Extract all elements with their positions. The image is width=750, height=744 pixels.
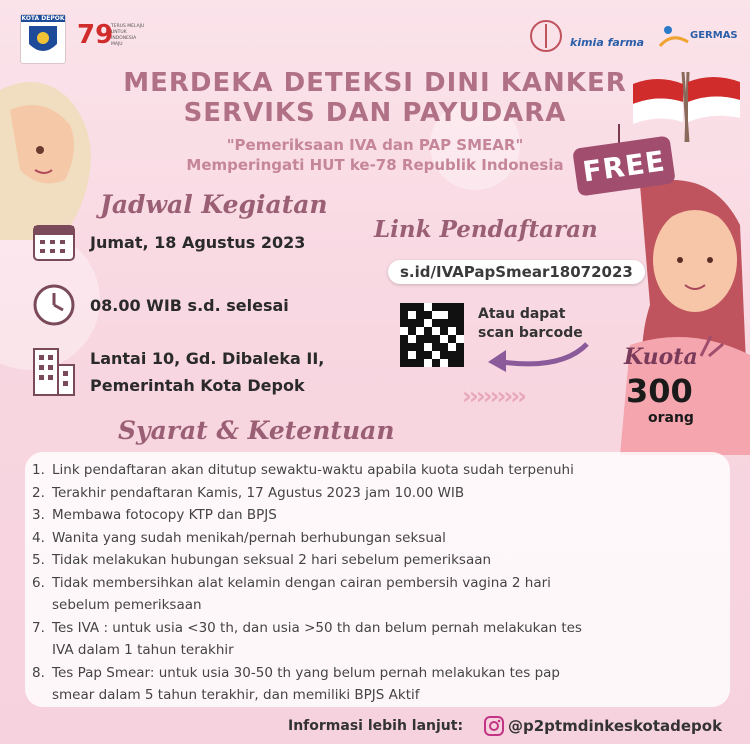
schedule-place-row [30, 345, 324, 399]
term-number: 4. [32, 529, 45, 546]
calendar-icon [30, 220, 78, 264]
scan-instruction-line-2: scan barcode [478, 325, 583, 341]
shield-icon [21, 22, 65, 62]
list-item-continued [32, 684, 722, 707]
quota-unit: orang [648, 410, 694, 426]
kota-depok-logo [20, 14, 66, 64]
term-text: Tidak melakukan hubungan seksual 2 hari sebelum pemeriksaan [52, 552, 492, 568]
hut-ri-78-logo [75, 14, 145, 64]
main-title-line-1: MERDEKA DETEKSI DINI KANKER [123, 68, 627, 98]
kota-depok-logo-label: KOTA DEPOK [21, 15, 65, 22]
terms-list [32, 459, 722, 707]
kimia-farma-logo: kimia farma [570, 36, 645, 49]
event-subtitle: "Pemeriksaan IVA dan PAP SMEAR" [226, 136, 524, 154]
instagram-handle[interactable]: @p2ptmdinkeskotadepok [508, 717, 723, 735]
list-item [32, 617, 722, 640]
registration-link[interactable]: s.id/IVAPapSmear18072023 [388, 260, 645, 284]
registration-qr-code[interactable] [400, 303, 464, 367]
event-occasion: Memperingati HUT ke-78 Republik Indonesia [186, 156, 564, 174]
curved-arrow-icon [482, 340, 592, 374]
term-text: Membawa fotocopy KTP dan BPJS [52, 507, 277, 523]
term-text-continued: IVA dalam 1 tahun terakhir [52, 642, 234, 658]
term-number: 8. [32, 664, 45, 681]
term-number: 1. [32, 462, 45, 478]
quota-label: Kuota [624, 344, 698, 370]
decorative-arrows: ››››››››› [462, 382, 525, 410]
schedule-place-line-2: Pemerintah Kota Depok [90, 376, 305, 395]
terms-heading: Syarat & Ketentuan [118, 416, 395, 445]
term-text: Link pendaftaran akan ditutup sewaktu-waktu apabila kuota sudah terpenuhi [52, 462, 574, 478]
list-item-continued [32, 639, 722, 662]
term-number: 7. [32, 619, 45, 636]
term-number: 2. [32, 484, 45, 501]
footer-label: Informasi lebih lanjut: [288, 718, 464, 734]
term-text: Tidak membersihkan alat kelamin dengan cairan pembersih vagina 2 hari [52, 574, 551, 591]
main-title-line-2: SERVIKS DAN PAYUDARA [183, 98, 567, 128]
term-number: 3. [32, 507, 45, 523]
list-item [32, 527, 722, 550]
scan-instruction-line-1: Atau dapat [478, 306, 566, 322]
list-item [32, 482, 722, 505]
term-text: Tes Pap Smear: untuk usia 30-50 th yang belum pernah melakukan tes pap [52, 664, 560, 681]
scan-instruction [478, 305, 583, 343]
germas-logo-icon [658, 22, 690, 50]
health-ministry-logo-icon [528, 16, 564, 56]
schedule-place-line-1: Lantai 10, Gd. Dibaleka II, [90, 349, 325, 368]
schedule-heading: Jadwal Kegiatan [100, 190, 328, 219]
hut-logo-number: 79 [77, 20, 114, 50]
clock-icon [30, 283, 78, 327]
building-icon [30, 345, 78, 399]
list-item [32, 459, 722, 482]
registration-heading: Link Pendaftaran [374, 216, 598, 243]
list-item [32, 662, 722, 685]
term-text-continued: sebelum pemeriksaan [52, 597, 202, 613]
sparkle-icon [697, 332, 727, 360]
list-item-continued [32, 594, 722, 617]
quota-value: 300 [626, 372, 693, 410]
schedule-place [90, 345, 324, 399]
term-text: Wanita yang sudah menikah/pernah berhubungan seksual [52, 529, 446, 546]
hut-logo-tagline: TERUS MELAJU UNTUK INDONESIA MAJU [111, 24, 145, 47]
free-badge-label: FREE [580, 143, 668, 189]
badge-string [618, 124, 620, 144]
term-number: 5. [32, 552, 45, 568]
instagram-icon[interactable] [484, 716, 504, 736]
schedule-date-row [30, 220, 305, 264]
term-text: Terakhir pendaftaran Kamis, 17 Agustus 2023 jam 10.00 WIB [52, 484, 465, 501]
list-item [32, 572, 722, 595]
term-number: 6. [32, 574, 45, 591]
germas-logo-label: GERMAS [690, 30, 738, 41]
term-text-continued: smear dalam 5 tahun terakhir, dan memiliki BPJS Aktif [52, 687, 420, 703]
schedule-time: 08.00 WIB s.d. selesai [90, 295, 289, 315]
list-item [32, 504, 722, 527]
term-text: Tes IVA : untuk usia <30 th, dan usia >50 th dan belum pernah melakukan tes [52, 619, 582, 636]
schedule-date: Jumat, 18 Agustus 2023 [90, 232, 306, 252]
list-item [32, 549, 722, 572]
schedule-time-row [30, 283, 289, 327]
